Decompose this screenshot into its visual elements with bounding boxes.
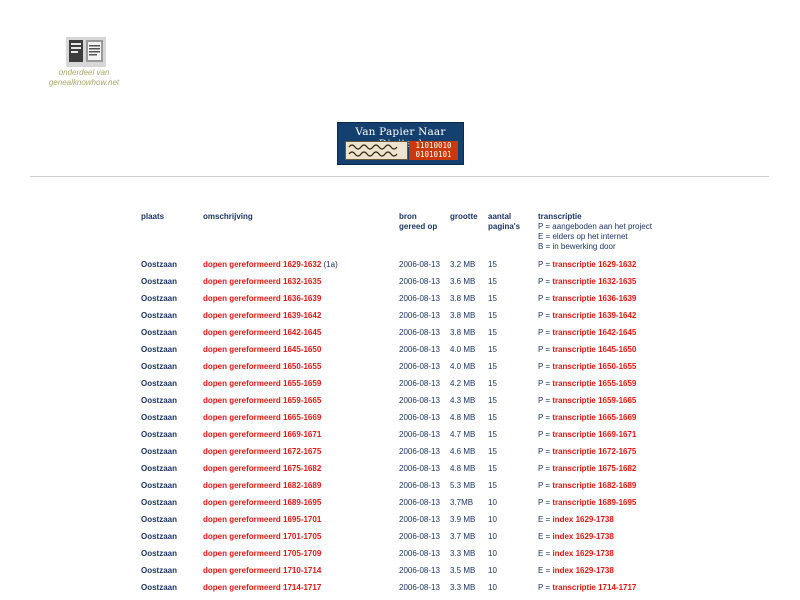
cell-grootte: 4.3 MB: [450, 396, 476, 405]
transcriptie-status: P =: [538, 362, 553, 371]
transcriptie-link[interactable]: transcriptie 1659-1665: [552, 396, 637, 405]
cell-paginas: 15: [488, 328, 497, 337]
scan-link[interactable]: dopen gereformeerd 1642-1645: [203, 328, 322, 337]
cell-datum: 2006-08-13: [399, 379, 440, 388]
cell-grootte: 4.0 MB: [450, 362, 476, 371]
transcriptie-status: P =: [538, 464, 553, 473]
column-header-transcriptie: [535, 212, 657, 256]
scan-link[interactable]: dopen gereformeerd 1645-1650: [203, 345, 322, 354]
transcriptie-status: E =: [538, 566, 553, 575]
cell-datum: 2006-08-13: [399, 396, 440, 405]
cell-plaats: Oostzaan: [141, 464, 178, 473]
aantal-line1: aantal: [488, 212, 512, 221]
transcriptie-link[interactable]: transcriptie 1714-1717: [552, 583, 637, 592]
cell-plaats: Oostzaan: [141, 498, 178, 507]
scan-link[interactable]: dopen gereformeerd 1675-1682: [203, 464, 322, 473]
transcriptie-link[interactable]: transcriptie 1650-1655: [552, 362, 637, 371]
transcriptie-link[interactable]: transcriptie 1645-1650: [552, 345, 637, 354]
cell-plaats: Oostzaan: [141, 532, 178, 541]
cell-grootte: 4.0 MB: [450, 345, 476, 354]
cell-transcriptie: [535, 256, 657, 273]
cell-grootte: 5.3 MB: [450, 481, 476, 490]
cell-omschrijving: [200, 358, 396, 375]
transcriptie-status: P =: [538, 583, 553, 592]
table-row: [138, 579, 657, 596]
table-row: [138, 443, 657, 460]
cell-omschrijving: [200, 256, 396, 273]
cell-grootte: 4.6 MB: [450, 447, 476, 456]
scan-link[interactable]: dopen gereformeerd 1714-1717: [203, 583, 322, 592]
cell-transcriptie: [535, 545, 657, 562]
transcriptie-link[interactable]: index 1629-1738: [552, 515, 614, 524]
transcriptie-status: E =: [538, 549, 553, 558]
logo-caption-line1: onderdeel van: [58, 68, 110, 77]
cell-grootte: 4.2 MB: [450, 379, 476, 388]
cell-transcriptie: [535, 494, 657, 511]
cell-plaats: Oostzaan: [141, 345, 178, 354]
transcriptie-status: P =: [538, 498, 553, 507]
scan-link[interactable]: dopen gereformeerd 1655-1659: [203, 379, 322, 388]
banner-binary-line1: 11010010: [415, 141, 452, 150]
transcriptie-link[interactable]: transcriptie 1682-1689: [552, 481, 637, 490]
book-document-icon: [66, 37, 106, 67]
table-row: [138, 494, 657, 511]
cell-paginas: 15: [488, 447, 497, 456]
bron-line2: gereed op: [399, 222, 438, 231]
banner-handwriting-image: [345, 141, 408, 160]
table-row: [138, 409, 657, 426]
aantal-line2: pagina's: [488, 222, 521, 231]
cell-plaats: Oostzaan: [141, 566, 178, 575]
scans-table: [138, 212, 657, 596]
cell-paginas: 15: [488, 379, 497, 388]
cell-plaats: Oostzaan: [141, 430, 178, 439]
column-header-omschrijving: omschrijving: [203, 212, 253, 221]
cell-omschrijving: [200, 375, 396, 392]
cell-paginas: 10: [488, 549, 497, 558]
table-row: [138, 511, 657, 528]
cell-paginas: 15: [488, 345, 497, 354]
transcriptie-link[interactable]: transcriptie 1675-1682: [552, 464, 637, 473]
cell-plaats: Oostzaan: [141, 549, 178, 558]
transcriptie-link[interactable]: transcriptie 1689-1695: [552, 498, 637, 507]
transcriptie-status: P =: [538, 277, 553, 286]
table-row: [138, 273, 657, 290]
cell-omschrijving: [200, 460, 396, 477]
scan-link[interactable]: dopen gereformeerd 1705-1709: [203, 549, 322, 558]
transcriptie-link[interactable]: transcriptie 1665-1669: [552, 413, 637, 422]
cell-transcriptie: [535, 579, 657, 596]
transcriptie-link[interactable]: transcriptie 1629-1632: [552, 260, 637, 269]
logo-caption: [40, 68, 128, 88]
cell-datum: 2006-08-13: [399, 430, 440, 439]
legend-p: P = aangeboden aan het project: [538, 222, 652, 231]
cell-plaats: Oostzaan: [141, 481, 178, 490]
cell-grootte: 3.2 MB: [450, 260, 476, 269]
cell-omschrijving: [200, 511, 396, 528]
cell-paginas: 15: [488, 277, 497, 286]
cell-paginas: 10: [488, 515, 497, 524]
scan-link[interactable]: dopen gereformeerd 1695-1701: [203, 515, 322, 524]
table-row: [138, 290, 657, 307]
transcriptie-link[interactable]: index 1629-1738: [552, 566, 614, 575]
cell-omschrijving: [200, 273, 396, 290]
cell-grootte: 3.9 MB: [450, 515, 476, 524]
cell-omschrijving: [200, 579, 396, 596]
cell-datum: 2006-08-13: [399, 413, 440, 422]
scan-link[interactable]: dopen gereformeerd 1689-1695: [203, 498, 322, 507]
scan-suffix: (1a): [323, 260, 338, 269]
divider: [30, 176, 769, 177]
scan-link[interactable]: dopen gereformeerd 1659-1665: [203, 396, 322, 405]
transcriptie-link[interactable]: index 1629-1738: [552, 549, 614, 558]
transcriptie-status: P =: [538, 447, 553, 456]
cell-datum: 2006-08-13: [399, 515, 440, 524]
transcriptie-status: P =: [538, 396, 553, 405]
scan-link[interactable]: dopen gereformeerd 1632-1635: [203, 277, 322, 286]
cell-omschrijving: [200, 290, 396, 307]
cell-datum: 2006-08-13: [399, 277, 440, 286]
cell-omschrijving: [200, 392, 396, 409]
column-header-grootte: grootte: [450, 212, 478, 221]
table-row: [138, 375, 657, 392]
table-row: [138, 545, 657, 562]
cell-plaats: Oostzaan: [141, 362, 178, 371]
cell-datum: 2006-08-13: [399, 294, 440, 303]
cell-grootte: 4.7 MB: [450, 430, 476, 439]
cell-datum: 2006-08-13: [399, 566, 440, 575]
column-header-bron: [396, 212, 447, 256]
scan-link[interactable]: dopen gereformeerd 1636-1639: [203, 294, 322, 303]
cell-plaats: Oostzaan: [141, 311, 178, 320]
scan-link[interactable]: dopen gereformeerd 1665-1669: [203, 413, 322, 422]
cell-datum: 2006-08-13: [399, 532, 440, 541]
transcriptie-link[interactable]: transcriptie 1642-1645: [552, 328, 637, 337]
cell-omschrijving: [200, 545, 396, 562]
table-row: [138, 460, 657, 477]
banner-title: Van Papier Naar: [355, 126, 446, 138]
cell-transcriptie: [535, 409, 657, 426]
banner-binary: [409, 141, 458, 160]
cell-omschrijving: [200, 562, 396, 579]
transcriptie-status: P =: [538, 260, 553, 269]
cell-plaats: Oostzaan: [141, 447, 178, 456]
cell-transcriptie: [535, 307, 657, 324]
cell-datum: 2006-08-13: [399, 481, 440, 490]
cell-grootte: 3.8 MB: [450, 328, 476, 337]
cell-plaats: Oostzaan: [141, 515, 178, 524]
cell-grootte: 3.6 MB: [450, 277, 476, 286]
scan-link[interactable]: dopen gereformeerd 1650-1655: [203, 362, 322, 371]
cell-plaats: Oostzaan: [141, 260, 178, 269]
transcriptie-status: P =: [538, 430, 553, 439]
transcriptie-header: transcriptie: [538, 212, 582, 221]
cell-paginas: 15: [488, 396, 497, 405]
cell-transcriptie: [535, 341, 657, 358]
scan-link[interactable]: dopen gereformeerd 1629-1632: [203, 260, 322, 269]
cell-plaats: Oostzaan: [141, 328, 178, 337]
transcriptie-link[interactable]: transcriptie 1655-1659: [552, 379, 637, 388]
cell-omschrijving: [200, 307, 396, 324]
transcriptie-status: P =: [538, 413, 553, 422]
table-row: [138, 562, 657, 579]
legend-b: B = in bewerking door: [538, 242, 616, 251]
transcriptie-status: P =: [538, 379, 553, 388]
cell-omschrijving: [200, 528, 396, 545]
bron-line1: bron: [399, 212, 417, 221]
cell-grootte: 3.3 MB: [450, 549, 476, 558]
cell-paginas: 10: [488, 566, 497, 575]
transcriptie-link[interactable]: transcriptie 1639-1642: [552, 311, 637, 320]
table-row: [138, 256, 657, 273]
handwriting-script-icon: [348, 142, 406, 159]
cell-paginas: 15: [488, 260, 497, 269]
cell-plaats: Oostzaan: [141, 379, 178, 388]
table-row: [138, 341, 657, 358]
cell-transcriptie: [535, 511, 657, 528]
cell-plaats: Oostzaan: [141, 277, 178, 286]
cell-datum: 2006-08-13: [399, 464, 440, 473]
cell-omschrijving: [200, 443, 396, 460]
table-row: [138, 358, 657, 375]
scan-link[interactable]: dopen gereformeerd 1669-1671: [203, 430, 322, 439]
cell-paginas: 15: [488, 464, 497, 473]
vpnd-banner[interactable]: [337, 122, 464, 165]
scan-link[interactable]: dopen gereformeerd 1672-1675: [203, 447, 322, 456]
cell-transcriptie: [535, 392, 657, 409]
cell-datum: 2006-08-13: [399, 345, 440, 354]
transcriptie-status: E =: [538, 532, 553, 541]
cell-grootte: 4.8 MB: [450, 464, 476, 473]
transcriptie-status: E =: [538, 515, 553, 524]
cell-grootte: 3.5 MB: [450, 566, 476, 575]
transcriptie-status: P =: [538, 345, 553, 354]
table-row: [138, 307, 657, 324]
cell-transcriptie: [535, 477, 657, 494]
table-row: [138, 392, 657, 409]
banner-binary-line2: 01010101: [415, 149, 452, 159]
transcriptie-link[interactable]: transcriptie 1672-1675: [552, 447, 637, 456]
site-logo-link[interactable]: [66, 37, 106, 67]
table-header-row: [138, 212, 657, 256]
cell-omschrijving: [200, 477, 396, 494]
cell-omschrijving: [200, 324, 396, 341]
cell-datum: 2006-08-13: [399, 549, 440, 558]
table-row: [138, 528, 657, 545]
cell-transcriptie: [535, 375, 657, 392]
cell-paginas: 10: [488, 498, 497, 507]
cell-transcriptie: [535, 324, 657, 341]
cell-grootte: 4.8 MB: [450, 413, 476, 422]
scan-link[interactable]: dopen gereformeerd 1701-1705: [203, 532, 322, 541]
transcriptie-link[interactable]: transcriptie 1632-1635: [552, 277, 637, 286]
scan-link[interactable]: dopen gereformeerd 1639-1642: [203, 311, 322, 320]
cell-plaats: Oostzaan: [141, 396, 178, 405]
cell-paginas: 15: [488, 481, 497, 490]
cell-transcriptie: [535, 460, 657, 477]
transcriptie-status: P =: [538, 294, 553, 303]
legend-e: E = elders op het internet: [538, 232, 628, 241]
cell-plaats: Oostzaan: [141, 294, 178, 303]
cell-datum: 2006-08-13: [399, 362, 440, 371]
cell-transcriptie: [535, 528, 657, 545]
cell-paginas: 15: [488, 413, 497, 422]
table-row: [138, 477, 657, 494]
logo-caption-line2: genealknowhow.net: [48, 78, 120, 87]
column-header-plaats: plaats: [141, 212, 165, 221]
cell-plaats: Oostzaan: [141, 583, 178, 592]
transcriptie-link[interactable]: transcriptie 1636-1639: [552, 294, 637, 303]
cell-transcriptie: [535, 562, 657, 579]
cell-paginas: 15: [488, 294, 497, 303]
cell-paginas: 10: [488, 532, 497, 541]
cell-grootte: 3.7MB: [450, 498, 474, 507]
cell-transcriptie: [535, 443, 657, 460]
table-row: [138, 324, 657, 341]
cell-datum: 2006-08-13: [399, 311, 440, 320]
cell-grootte: 3.3 MB: [450, 583, 476, 592]
scan-link[interactable]: dopen gereformeerd 1682-1689: [203, 481, 322, 490]
cell-paginas: 15: [488, 311, 497, 320]
cell-transcriptie: [535, 426, 657, 443]
cell-datum: 2006-08-13: [399, 260, 440, 269]
cell-paginas: 10: [488, 583, 497, 592]
cell-transcriptie: [535, 290, 657, 307]
cell-paginas: 15: [488, 430, 497, 439]
transcriptie-status: P =: [538, 311, 553, 320]
transcriptie-status: P =: [538, 328, 553, 337]
cell-datum: 2006-08-13: [399, 447, 440, 456]
cell-grootte: 3.8 MB: [450, 311, 476, 320]
cell-paginas: 15: [488, 362, 497, 371]
cell-omschrijving: [200, 409, 396, 426]
scan-link[interactable]: dopen gereformeerd 1710-1714: [203, 566, 322, 575]
cell-omschrijving: [200, 426, 396, 443]
cell-omschrijving: [200, 494, 396, 511]
cell-omschrijving: [200, 341, 396, 358]
cell-plaats: Oostzaan: [141, 413, 178, 422]
transcriptie-link[interactable]: transcriptie 1669-1671: [552, 430, 637, 439]
cell-datum: 2006-08-13: [399, 583, 440, 592]
table-row: [138, 426, 657, 443]
column-header-aantal: [485, 212, 535, 256]
transcriptie-link[interactable]: index 1629-1738: [552, 532, 614, 541]
cell-transcriptie: [535, 273, 657, 290]
cell-grootte: 3.7 MB: [450, 532, 476, 541]
cell-grootte: 3.8 MB: [450, 294, 476, 303]
cell-datum: 2006-08-13: [399, 328, 440, 337]
cell-datum: 2006-08-13: [399, 498, 440, 507]
transcriptie-status: P =: [538, 481, 553, 490]
cell-transcriptie: [535, 358, 657, 375]
